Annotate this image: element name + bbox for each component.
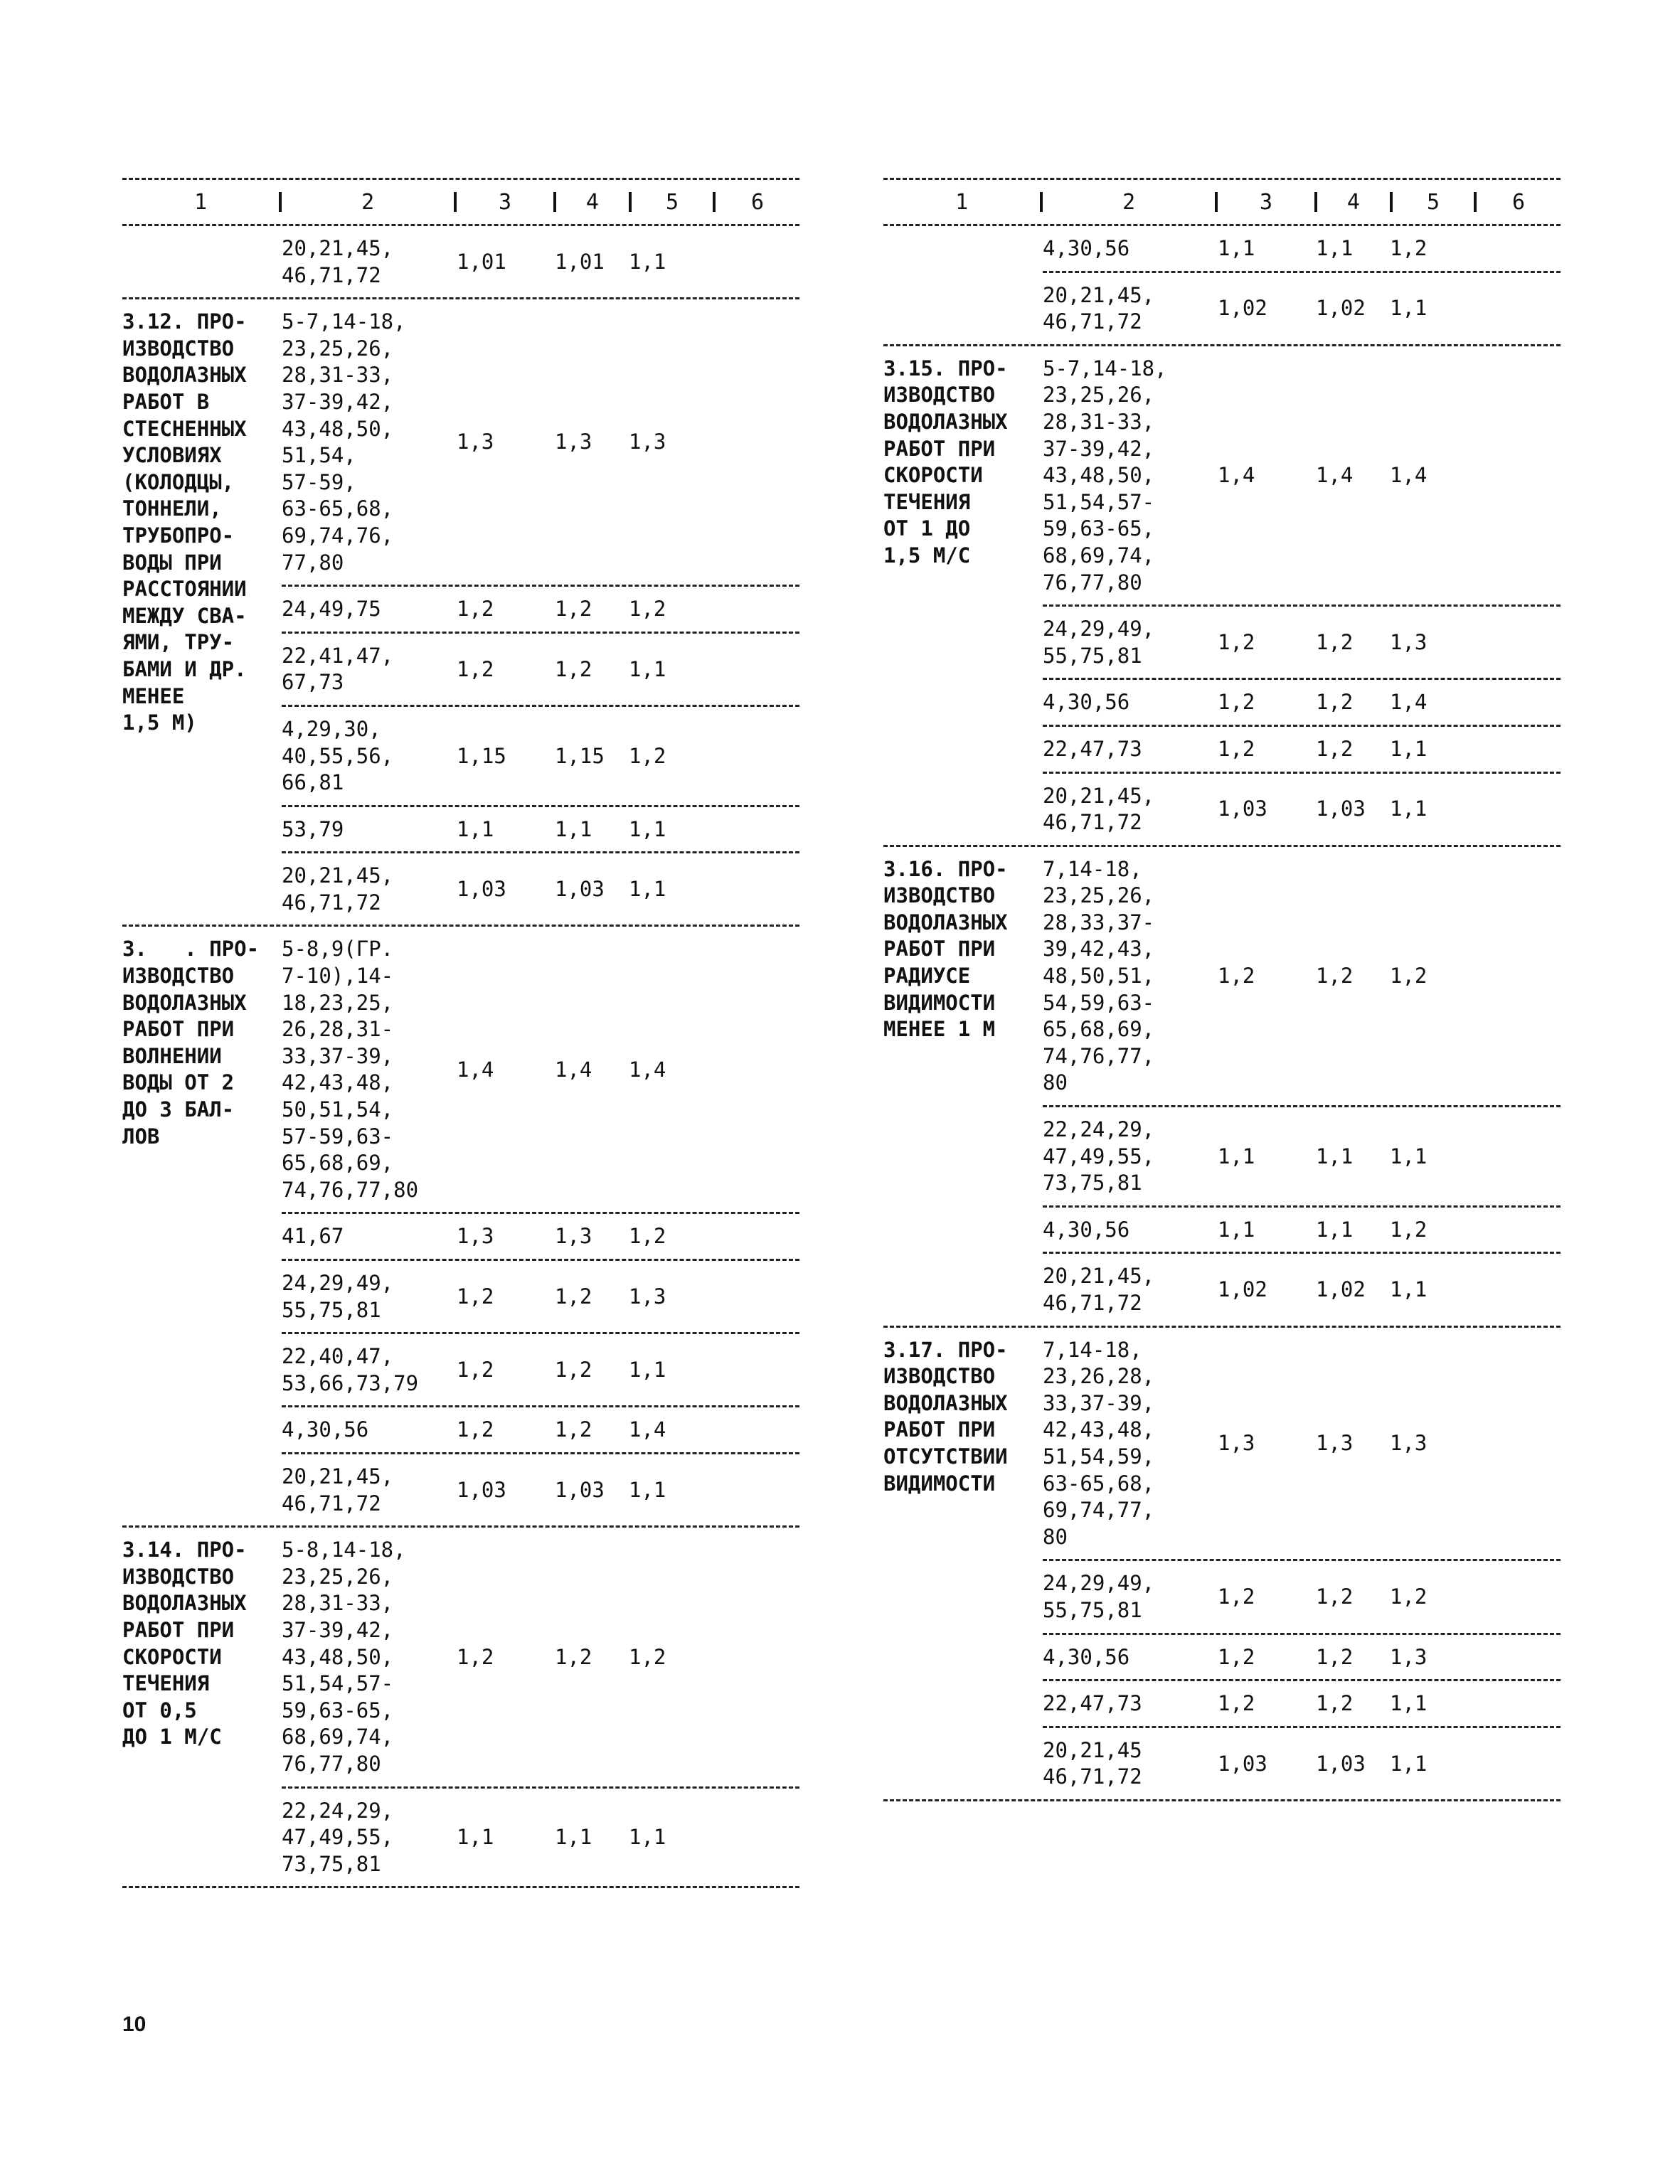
table-row bbox=[1043, 607, 1561, 680]
cell-col-2: 4,30,56 bbox=[1043, 690, 1130, 715]
cell-col-4: 1,1 bbox=[1316, 1144, 1354, 1168]
table-row bbox=[282, 707, 799, 807]
cell-col-4: 1,1 bbox=[1316, 1217, 1354, 1242]
table-row bbox=[282, 1454, 799, 1525]
table-row bbox=[1043, 346, 1561, 607]
cell-col-3: 1,03 bbox=[457, 877, 506, 902]
cell-col-4: 1,2 bbox=[555, 597, 592, 622]
cell-col-5: 1,3 bbox=[629, 430, 666, 454]
cell-col-5: 1,3 bbox=[1390, 1644, 1428, 1669]
table-row bbox=[1043, 273, 1561, 344]
cell-col-2: 22,40,47, 53,66,73,79 bbox=[282, 1344, 419, 1395]
cell-col-2: 53,79 bbox=[282, 816, 344, 841]
cell-col-4: 1,2 bbox=[1316, 1691, 1354, 1716]
group-label: 3.15. ПРО- ИЗВОДСТВО ВОДОЛАЗНЫХ РАБОТ ПРИ СКОРОСТИ ТЕЧЕНИЯ ОТ 1 ДО 1,5 М/С bbox=[883, 356, 1008, 568]
cell-col-2: 5-8,14-18, 23,25,26, 28,31-33, 37-39,42, 43,48,50, 51,54,57- 59,63-65, 68,69,74, 76,77,80 bbox=[282, 1538, 406, 1776]
table-row bbox=[282, 587, 799, 634]
cell-col-5: 1,4 bbox=[629, 1057, 666, 1082]
cell-col-5: 1,4 bbox=[1390, 463, 1428, 488]
cell-col-5: 1,3 bbox=[1390, 1431, 1428, 1456]
cell-col-2: 20,21,45, 46,71,72 bbox=[1043, 282, 1155, 334]
cell-col-5: 1,1 bbox=[1390, 1277, 1428, 1302]
table-group bbox=[883, 226, 1561, 344]
cell-col-4: 1,1 bbox=[555, 816, 592, 841]
group-rows bbox=[282, 299, 799, 925]
group-rows bbox=[282, 226, 799, 297]
cell-col-4: 1,4 bbox=[555, 1057, 592, 1082]
cell-col-5: 1,2 bbox=[1390, 1584, 1428, 1609]
cell-col-5: 1,1 bbox=[1390, 296, 1428, 321]
table-group bbox=[122, 226, 799, 297]
cell-col-2: 22,24,29, 47,49,55, 73,75,81 bbox=[282, 1798, 394, 1876]
group-rows bbox=[1043, 226, 1561, 344]
group-rule bbox=[122, 1886, 799, 1888]
col-5-header: 5 bbox=[665, 189, 679, 215]
cell-col-5: 1,2 bbox=[1390, 236, 1428, 260]
group-rule bbox=[883, 1799, 1561, 1801]
cell-col-4: 1,03 bbox=[1316, 1751, 1366, 1776]
cell-col-3: 1,4 bbox=[1218, 463, 1255, 488]
cell-col-3: 1,1 bbox=[1218, 1217, 1255, 1242]
cell-col-4: 1,2 bbox=[555, 1284, 592, 1309]
col-3-header: 3 bbox=[498, 189, 511, 215]
table-group bbox=[122, 299, 799, 925]
cell-col-3: 1,03 bbox=[457, 1477, 506, 1502]
group-label: 3.17. ПРО- ИЗВОДСТВО ВОДОЛАЗНЫХ РАБОТ ПРИ ОТСУТСТВИИ ВИДИМОСТИ bbox=[883, 1337, 1008, 1496]
cell-col-2: 4,30,56 bbox=[1043, 1644, 1130, 1669]
column-header bbox=[122, 180, 799, 224]
cell-col-4: 1,01 bbox=[555, 249, 605, 274]
cell-col-5: 1,2 bbox=[1390, 1217, 1428, 1242]
cell-col-2: 5-7,14-18, 23,25,26, 28,31-33, 37-39,42, 43,48,50, 51,54, 57-59, 63-65,68, 69,74,76, 77,80 bbox=[282, 309, 406, 575]
cell-col-4: 1,02 bbox=[1316, 1277, 1366, 1302]
group-label: 3.14. ПРО- ИЗВОДСТВО ВОДОЛАЗНЫХ РАБОТ ПРИ СКОРОСТИ ТЕЧЕНИЯ ОТ 0,5 ДО 1 М/С bbox=[122, 1538, 247, 1749]
cell-col-5: 1,1 bbox=[1390, 797, 1428, 821]
group-rows bbox=[1043, 847, 1561, 1326]
cell-col-4: 1,2 bbox=[555, 1417, 592, 1442]
table-row bbox=[1043, 727, 1561, 774]
cell-col-4: 1,2 bbox=[555, 1644, 592, 1669]
col-1-header: 1 bbox=[194, 189, 208, 215]
cell-col-2: 41,67 bbox=[282, 1224, 344, 1249]
cell-col-4: 1,2 bbox=[555, 656, 592, 681]
col-6-header: 6 bbox=[1511, 189, 1526, 215]
cell-col-2: 7,14-18, 23,25,26, 28,33,37- 39,42,43, 48,50,51, 54,59,63- 65,68,69, 74,76,77, 80 bbox=[1043, 856, 1155, 1095]
cell-col-3: 1,02 bbox=[1218, 296, 1267, 321]
cell-col-4: 1,3 bbox=[1316, 1431, 1354, 1456]
cell-col-3: 1,02 bbox=[1218, 1277, 1267, 1302]
col-3-header: 3 bbox=[1259, 189, 1272, 215]
cell-col-2: 20,21,45, 46,71,72 bbox=[282, 863, 394, 915]
cell-col-3: 1,2 bbox=[1218, 736, 1255, 761]
cell-col-3: 1,2 bbox=[457, 656, 494, 681]
cell-col-2: 7,14-18, 23,26,28, 33,37-39, 42,43,48, 51,54,59, 63-65,68, 69,74,77, 80 bbox=[1043, 1337, 1155, 1549]
cell-col-4: 1,02 bbox=[1316, 296, 1366, 321]
cell-col-5: 1,2 bbox=[629, 743, 666, 768]
cell-col-3: 1,2 bbox=[457, 597, 494, 622]
column-header bbox=[883, 180, 1561, 224]
group-label: 3.16. ПРО- ИЗВОДСТВО ВОДОЛАЗНЫХ РАБОТ ПРИ РАДИУСЕ ВИДИМОСТИ МЕНЕЕ 1 М bbox=[883, 856, 1008, 1042]
table-row bbox=[1043, 1254, 1561, 1325]
cell-col-3: 1,01 bbox=[457, 249, 506, 274]
cell-col-2: 24,29,49, 55,75,81 bbox=[1043, 617, 1155, 668]
cell-col-2: 4,30,56 bbox=[1043, 236, 1130, 260]
cell-col-5: 1,1 bbox=[629, 816, 666, 841]
cell-col-3: 1,2 bbox=[457, 1644, 494, 1669]
cell-col-2: 22,47,73 bbox=[1043, 1691, 1142, 1716]
cell-col-2: 24,49,75 bbox=[282, 597, 381, 622]
table-group bbox=[883, 1328, 1561, 1799]
table-row bbox=[282, 1407, 799, 1454]
cell-col-5: 1,1 bbox=[629, 1825, 666, 1850]
table-row bbox=[1043, 680, 1561, 727]
table-row bbox=[282, 299, 799, 587]
cell-col-2: 5-7,14-18, 23,25,26, 28,31-33, 37-39,42, 43,48,50, 51,54,57- 59,63-65, 68,69,74, 76,77,80 bbox=[1043, 356, 1167, 595]
cell-col-4: 1,03 bbox=[1316, 797, 1366, 821]
cell-col-4: 1,2 bbox=[1316, 1644, 1354, 1669]
group-label: 3.12. ПРО- ИЗВОДСТВО ВОДОЛАЗНЫХ РАБОТ В СТЕСНЕННЫХ УСЛОВИЯХ (КОЛОДЦЫ, ТОННЕЛИ, ТРУБОПРО- ВОДЫ ПРИ РАССТОЯНИИ МЕЖДУ СВА- ЯМИ, ТРУ- БАМИ И ДР. МЕНЕЕ 1,5 М) bbox=[122, 309, 247, 735]
cell-col-2: 4,29,30, 40,55,56, 66,81 bbox=[282, 716, 394, 795]
cell-col-5: 1,2 bbox=[1390, 964, 1428, 989]
cell-col-2: 22,41,47, 67,73 bbox=[282, 643, 394, 695]
cell-col-2: 22,24,29, 47,49,55, 73,75,81 bbox=[1043, 1117, 1155, 1195]
cell-col-2: 4,30,56 bbox=[1043, 1217, 1130, 1242]
group-label: 3. . ПРО- ИЗВОДСТВО ВОДОЛАЗНЫХ РАБОТ ПРИ ВОЛНЕНИИ ВОДЫ ОТ 2 ДО 3 БАЛ- ЛОВ bbox=[122, 937, 260, 1149]
cell-col-5: 1,1 bbox=[1390, 1751, 1428, 1776]
cell-col-3: 1,2 bbox=[1218, 1691, 1255, 1716]
cell-col-2: 20,21,45 46,71,72 bbox=[1043, 1737, 1142, 1789]
left-table bbox=[122, 178, 799, 1888]
cell-col-5: 1,1 bbox=[629, 656, 666, 681]
cell-col-3: 1,15 bbox=[457, 743, 506, 768]
cell-col-3: 1,1 bbox=[1218, 1144, 1255, 1168]
table-row bbox=[282, 226, 799, 297]
table-row bbox=[1043, 1681, 1561, 1728]
cell-col-5: 1,2 bbox=[629, 1224, 666, 1249]
cell-col-2: 22,47,73 bbox=[1043, 736, 1142, 761]
table-group bbox=[883, 346, 1561, 845]
cell-col-4: 1,3 bbox=[555, 430, 592, 454]
cell-col-4: 1,2 bbox=[1316, 629, 1354, 654]
cell-col-3: 1,2 bbox=[1218, 1644, 1255, 1669]
col-6-header: 6 bbox=[750, 189, 765, 215]
col-2-header: 2 bbox=[1122, 189, 1136, 215]
group-rows bbox=[282, 1528, 799, 1886]
col-4-header: 4 bbox=[585, 189, 599, 215]
cell-col-5: 1,1 bbox=[1390, 1144, 1428, 1168]
group-rows bbox=[1043, 346, 1561, 845]
cell-col-4: 1,2 bbox=[1316, 964, 1354, 989]
table-row bbox=[282, 853, 799, 925]
cell-col-3: 1,1 bbox=[1218, 236, 1255, 260]
cell-col-3: 1,2 bbox=[457, 1357, 494, 1382]
table-group bbox=[883, 847, 1561, 1326]
cell-col-4: 1,2 bbox=[1316, 1584, 1354, 1609]
table-row bbox=[1043, 1561, 1561, 1634]
cell-col-3: 1,3 bbox=[1218, 1431, 1255, 1456]
group-label bbox=[883, 226, 1043, 344]
table-row bbox=[282, 1528, 799, 1788]
cell-col-3: 1,2 bbox=[1218, 629, 1255, 654]
cell-col-5: 1,3 bbox=[629, 1284, 666, 1309]
cell-col-5: 1,1 bbox=[629, 877, 666, 902]
cell-col-3: 1,1 bbox=[457, 1825, 494, 1850]
table-row bbox=[282, 1334, 799, 1407]
cell-col-5: 1,2 bbox=[629, 1644, 666, 1669]
page-number: 10 bbox=[122, 2013, 147, 2036]
cell-col-2: 20,21,45, 46,71,72 bbox=[1043, 783, 1155, 835]
group-rows bbox=[282, 927, 799, 1525]
cell-col-2: 5-8,9(ГР. 7-10),14- 18,23,25, 26,28,31- 33,37-39, 42,43,48, 50,51,54, 57-59,63- 65,68,69, 74,76,77,80 bbox=[282, 937, 419, 1202]
cell-col-2: 24,29,49, 55,75,81 bbox=[1043, 1571, 1155, 1622]
cell-col-4: 1,2 bbox=[1316, 736, 1354, 761]
cell-col-3: 1,2 bbox=[1218, 690, 1255, 715]
cell-col-4: 1,2 bbox=[1316, 690, 1354, 715]
table-group bbox=[122, 927, 799, 1525]
table-row bbox=[1043, 774, 1561, 845]
right-table-body bbox=[883, 226, 1561, 1801]
cell-col-5: 1,2 bbox=[629, 597, 666, 622]
cell-col-4: 1,03 bbox=[555, 1477, 605, 1502]
cell-col-5: 1,1 bbox=[629, 1477, 666, 1502]
cell-col-4: 1,1 bbox=[1316, 236, 1354, 260]
cell-col-3: 1,03 bbox=[1218, 797, 1267, 821]
col-5-header: 5 bbox=[1426, 189, 1440, 215]
cell-col-3: 1,2 bbox=[1218, 964, 1255, 989]
table-row bbox=[282, 1214, 799, 1261]
cell-col-5: 1,3 bbox=[1390, 629, 1428, 654]
left-table-body bbox=[122, 226, 799, 1888]
cell-col-5: 1,1 bbox=[629, 1357, 666, 1382]
cell-col-4: 1,15 bbox=[555, 743, 605, 768]
cell-col-3: 1,3 bbox=[457, 1224, 494, 1249]
table-row bbox=[1043, 847, 1561, 1107]
cell-col-2: 4,30,56 bbox=[282, 1417, 369, 1442]
group-label bbox=[122, 226, 282, 297]
cell-col-5: 1,4 bbox=[629, 1417, 666, 1442]
cell-col-3: 1,03 bbox=[1218, 1751, 1267, 1776]
col-1-header: 1 bbox=[955, 189, 969, 215]
table-row bbox=[282, 1261, 799, 1334]
col-4-header: 4 bbox=[1346, 189, 1360, 215]
table-row bbox=[1043, 1728, 1561, 1799]
table-row bbox=[282, 807, 799, 854]
table-row bbox=[1043, 1635, 1561, 1682]
cell-col-5: 1,1 bbox=[1390, 1691, 1428, 1716]
right-table bbox=[883, 178, 1561, 1801]
group-rows bbox=[1043, 1328, 1561, 1799]
cell-col-3: 1,1 bbox=[457, 816, 494, 841]
table-row bbox=[1043, 1107, 1561, 1208]
cell-col-4: 1,03 bbox=[555, 877, 605, 902]
cell-col-5: 1,4 bbox=[1390, 690, 1428, 715]
cell-col-2: 24,29,49, 55,75,81 bbox=[282, 1271, 394, 1322]
table-row bbox=[282, 1789, 799, 1887]
cell-col-2: 20,21,45, 46,71,72 bbox=[282, 236, 394, 287]
cell-col-2: 20,21,45, 46,71,72 bbox=[1043, 1264, 1155, 1315]
cell-col-5: 1,1 bbox=[1390, 736, 1428, 761]
cell-col-4: 1,1 bbox=[555, 1825, 592, 1850]
cell-col-3: 1,2 bbox=[457, 1417, 494, 1442]
table-row bbox=[282, 634, 799, 707]
table-row bbox=[1043, 1208, 1561, 1255]
cell-col-2: 20,21,45, 46,71,72 bbox=[282, 1464, 394, 1516]
table-row bbox=[1043, 226, 1561, 273]
cell-col-5: 1,1 bbox=[629, 249, 666, 274]
cell-col-3: 1,3 bbox=[457, 430, 494, 454]
table-row bbox=[1043, 1328, 1561, 1562]
table-row bbox=[282, 927, 799, 1214]
cell-col-4: 1,4 bbox=[1316, 463, 1354, 488]
cell-col-4: 1,3 bbox=[555, 1224, 592, 1249]
table-group bbox=[122, 1528, 799, 1886]
cell-col-3: 1,4 bbox=[457, 1057, 494, 1082]
cell-col-4: 1,2 bbox=[555, 1357, 592, 1382]
col-2-header: 2 bbox=[361, 189, 375, 215]
cell-col-3: 1,2 bbox=[1218, 1584, 1255, 1609]
cell-col-3: 1,2 bbox=[457, 1284, 494, 1309]
